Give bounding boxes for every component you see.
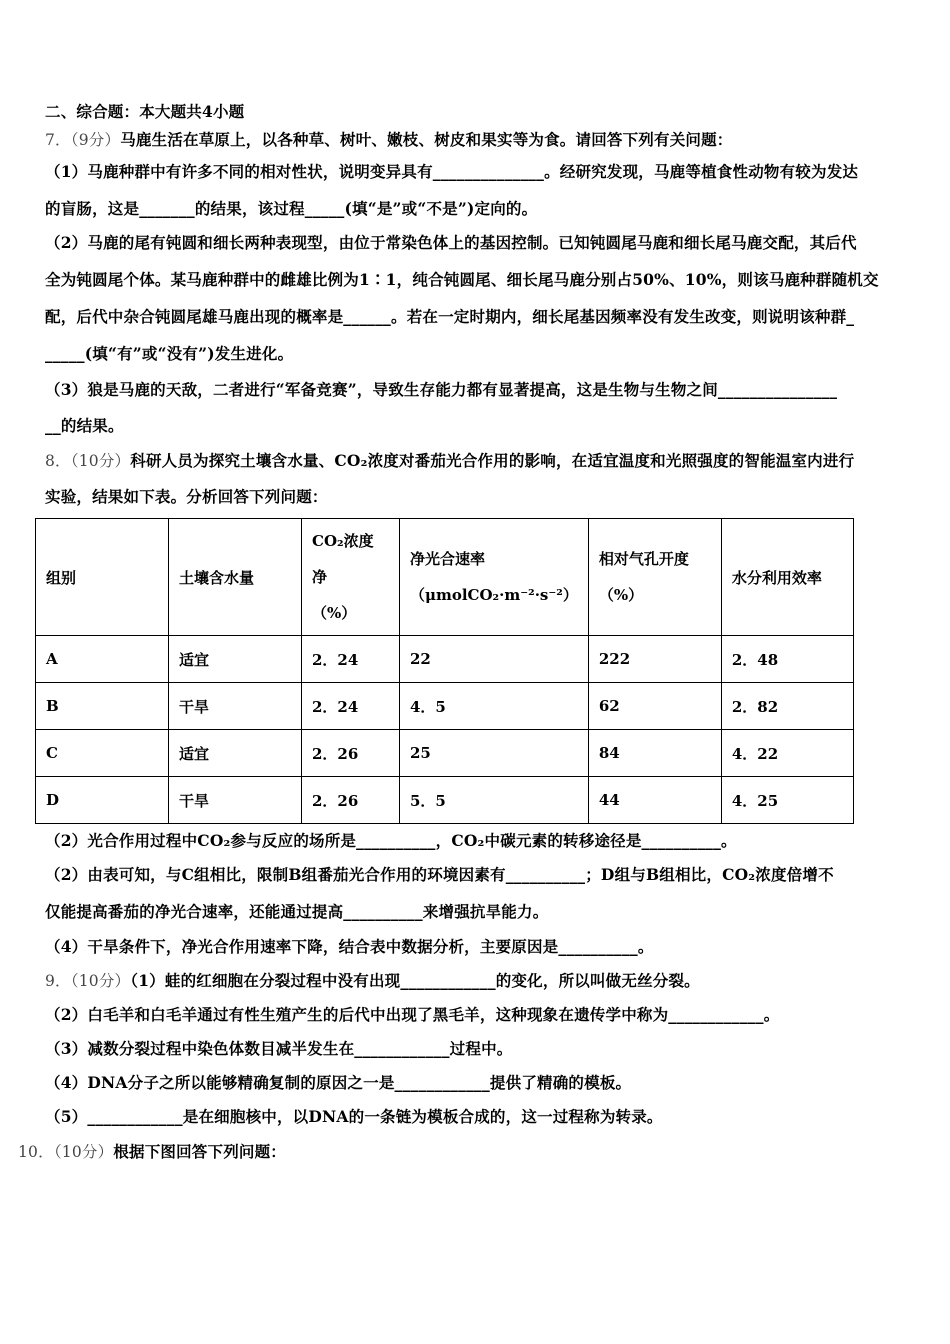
header-cell: 水分利用效率 xyxy=(721,519,853,636)
table-cell: 4．25 xyxy=(721,777,853,824)
header-cell: CO₂浓度 净 （%） xyxy=(302,519,400,636)
question-number: 10．（10分） xyxy=(18,1143,114,1161)
table-cell: 干旱 xyxy=(169,683,302,730)
header-cell: 组别 xyxy=(36,519,169,636)
table-cell: 2．24 xyxy=(302,636,400,683)
question-7-line: （3）狼是马鹿的天敌，二者进行“军备竞赛”，导致生存能力都有显著提高，这是生物与生物之间_______________ xyxy=(45,380,838,399)
question-text: 马鹿生活在草原上，以各种草、树叶、嫩枝、树皮和果实等为食。请回答下列有关问题： xyxy=(120,130,733,149)
table-cell: 84 xyxy=(588,730,721,777)
header-cell: 土壤含水量 xyxy=(169,519,302,636)
question-number: 7．（9分） xyxy=(45,131,121,149)
question-9-line: （5）____________是在细胞核中，以DNA的一条链为模板合成的，这一过程称为转录。 xyxy=(45,1107,663,1126)
question-9-line xyxy=(45,971,700,991)
question-7-line: （1）马鹿种群中有许多不同的相对性状，说明变异具有______________。经研究发现，马鹿等植食性动物有较为发达 xyxy=(45,162,859,181)
question-number: 8．（10分） xyxy=(45,452,131,470)
table-row xyxy=(36,683,854,730)
question-text: （1）蛙的红细胞在分裂过程中没有出现____________的变化，所以叫做无丝分裂。 xyxy=(130,971,700,990)
question-10-stem xyxy=(18,1142,286,1162)
table-cell: 2．26 xyxy=(302,777,400,824)
question-7-line: 配，后代中杂合钝圆尾雄马鹿出现的概率是______。若在一定时期内，细长尾基因频率没有发生改变，则说明该种群_ xyxy=(45,307,855,326)
question-9-line: （4）DNA分子之所以能够精确复制的原因之一是____________提供了精确的模板。 xyxy=(45,1073,632,1092)
table-cell: 44 xyxy=(588,777,721,824)
question-9-line: （2）白毛羊和白毛羊通过有性生殖产生的后代中出现了黑毛羊，这种现象在遗传学中称为____________。 xyxy=(45,1005,780,1024)
table-cell: 4．5 xyxy=(400,683,589,730)
table-cell: D xyxy=(36,777,169,824)
table-cell: 5．5 xyxy=(400,777,589,824)
table-cell: 适宜 xyxy=(169,730,302,777)
header-cell: 相对气孔开度 （%） xyxy=(588,519,721,636)
question-7-stem xyxy=(45,130,733,150)
table-cell: 25 xyxy=(400,730,589,777)
question-8-line: （2）光合作用过程中CO₂参与反应的场所是__________，CO₂中碳元素的转移途径是__________。 xyxy=(45,831,737,850)
question-8-stem xyxy=(45,451,854,471)
table-cell: 2．26 xyxy=(302,730,400,777)
table-row xyxy=(36,636,854,683)
table-cell: 2．24 xyxy=(302,683,400,730)
table-cell: 222 xyxy=(588,636,721,683)
question-text: 根据下图回答下列问题： xyxy=(113,1142,286,1161)
table-cell: 22 xyxy=(400,636,589,683)
table-cell: 62 xyxy=(588,683,721,730)
question-7-line: （2）马鹿的尾有钝圆和细长两种表现型，由位于常染色体上的基因控制。已知钝圆尾马鹿和细长尾马鹿交配，其后代 xyxy=(45,233,857,252)
question-number: 9．（10分） xyxy=(45,972,131,990)
question-8-stem-2: 实验，结果如下表。分析回答下列问题： xyxy=(45,487,328,506)
table-cell: 干旱 xyxy=(169,777,302,824)
question-7-line: 的盲肠，这是_______的结果，该过程_____(填“是”或“不是”)定向的。 xyxy=(45,199,538,218)
table-cell: 4．22 xyxy=(721,730,853,777)
results-table xyxy=(35,518,854,824)
question-7-line: __的结果。 xyxy=(45,416,124,435)
table-header-row xyxy=(36,519,854,636)
header-cell: 净光合速率 （μmolCO₂·m⁻²·s⁻²） xyxy=(400,519,589,636)
table-cell: A xyxy=(36,636,169,683)
table-cell: 2．48 xyxy=(721,636,853,683)
question-7-line: _____(填“有”或“没有”)发生进化。 xyxy=(45,344,294,363)
table-cell: C xyxy=(36,730,169,777)
question-7-line: 全为钝圆尾个体。某马鹿种群中的雌雄比例为1∶1，纯合钝圆尾、细长尾马鹿分别占50%、10%，则该马鹿种群随机交 xyxy=(45,270,879,289)
table-cell: 2．82 xyxy=(721,683,853,730)
table-cell: 适宜 xyxy=(169,636,302,683)
table-cell: B xyxy=(36,683,169,730)
question-text: 科研人员为探究土壤含水量、CO₂浓度对番茄光合作用的影响，在适宜温度和光照强度的智能温室内进行 xyxy=(130,451,855,470)
question-8-line: （4）干旱条件下，净光合作用速率下降，结合表中数据分析，主要原因是__________。 xyxy=(45,937,654,956)
section-heading: 二、综合题：本大题共4小题 xyxy=(45,102,245,121)
question-8-line: （2）由表可知，与C组相比，限制B组番茄光合作用的环境因素有__________；D组与B组相比，CO₂浓度倍增不 xyxy=(45,865,834,884)
question-9-line: （3）减数分裂过程中染色体数目减半发生在____________过程中。 xyxy=(45,1039,513,1058)
table-row xyxy=(36,777,854,824)
question-8-line: 仅能提高番茄的净光合速率，还能通过提高__________来增强抗旱能力。 xyxy=(45,902,549,921)
table-row xyxy=(36,730,854,777)
